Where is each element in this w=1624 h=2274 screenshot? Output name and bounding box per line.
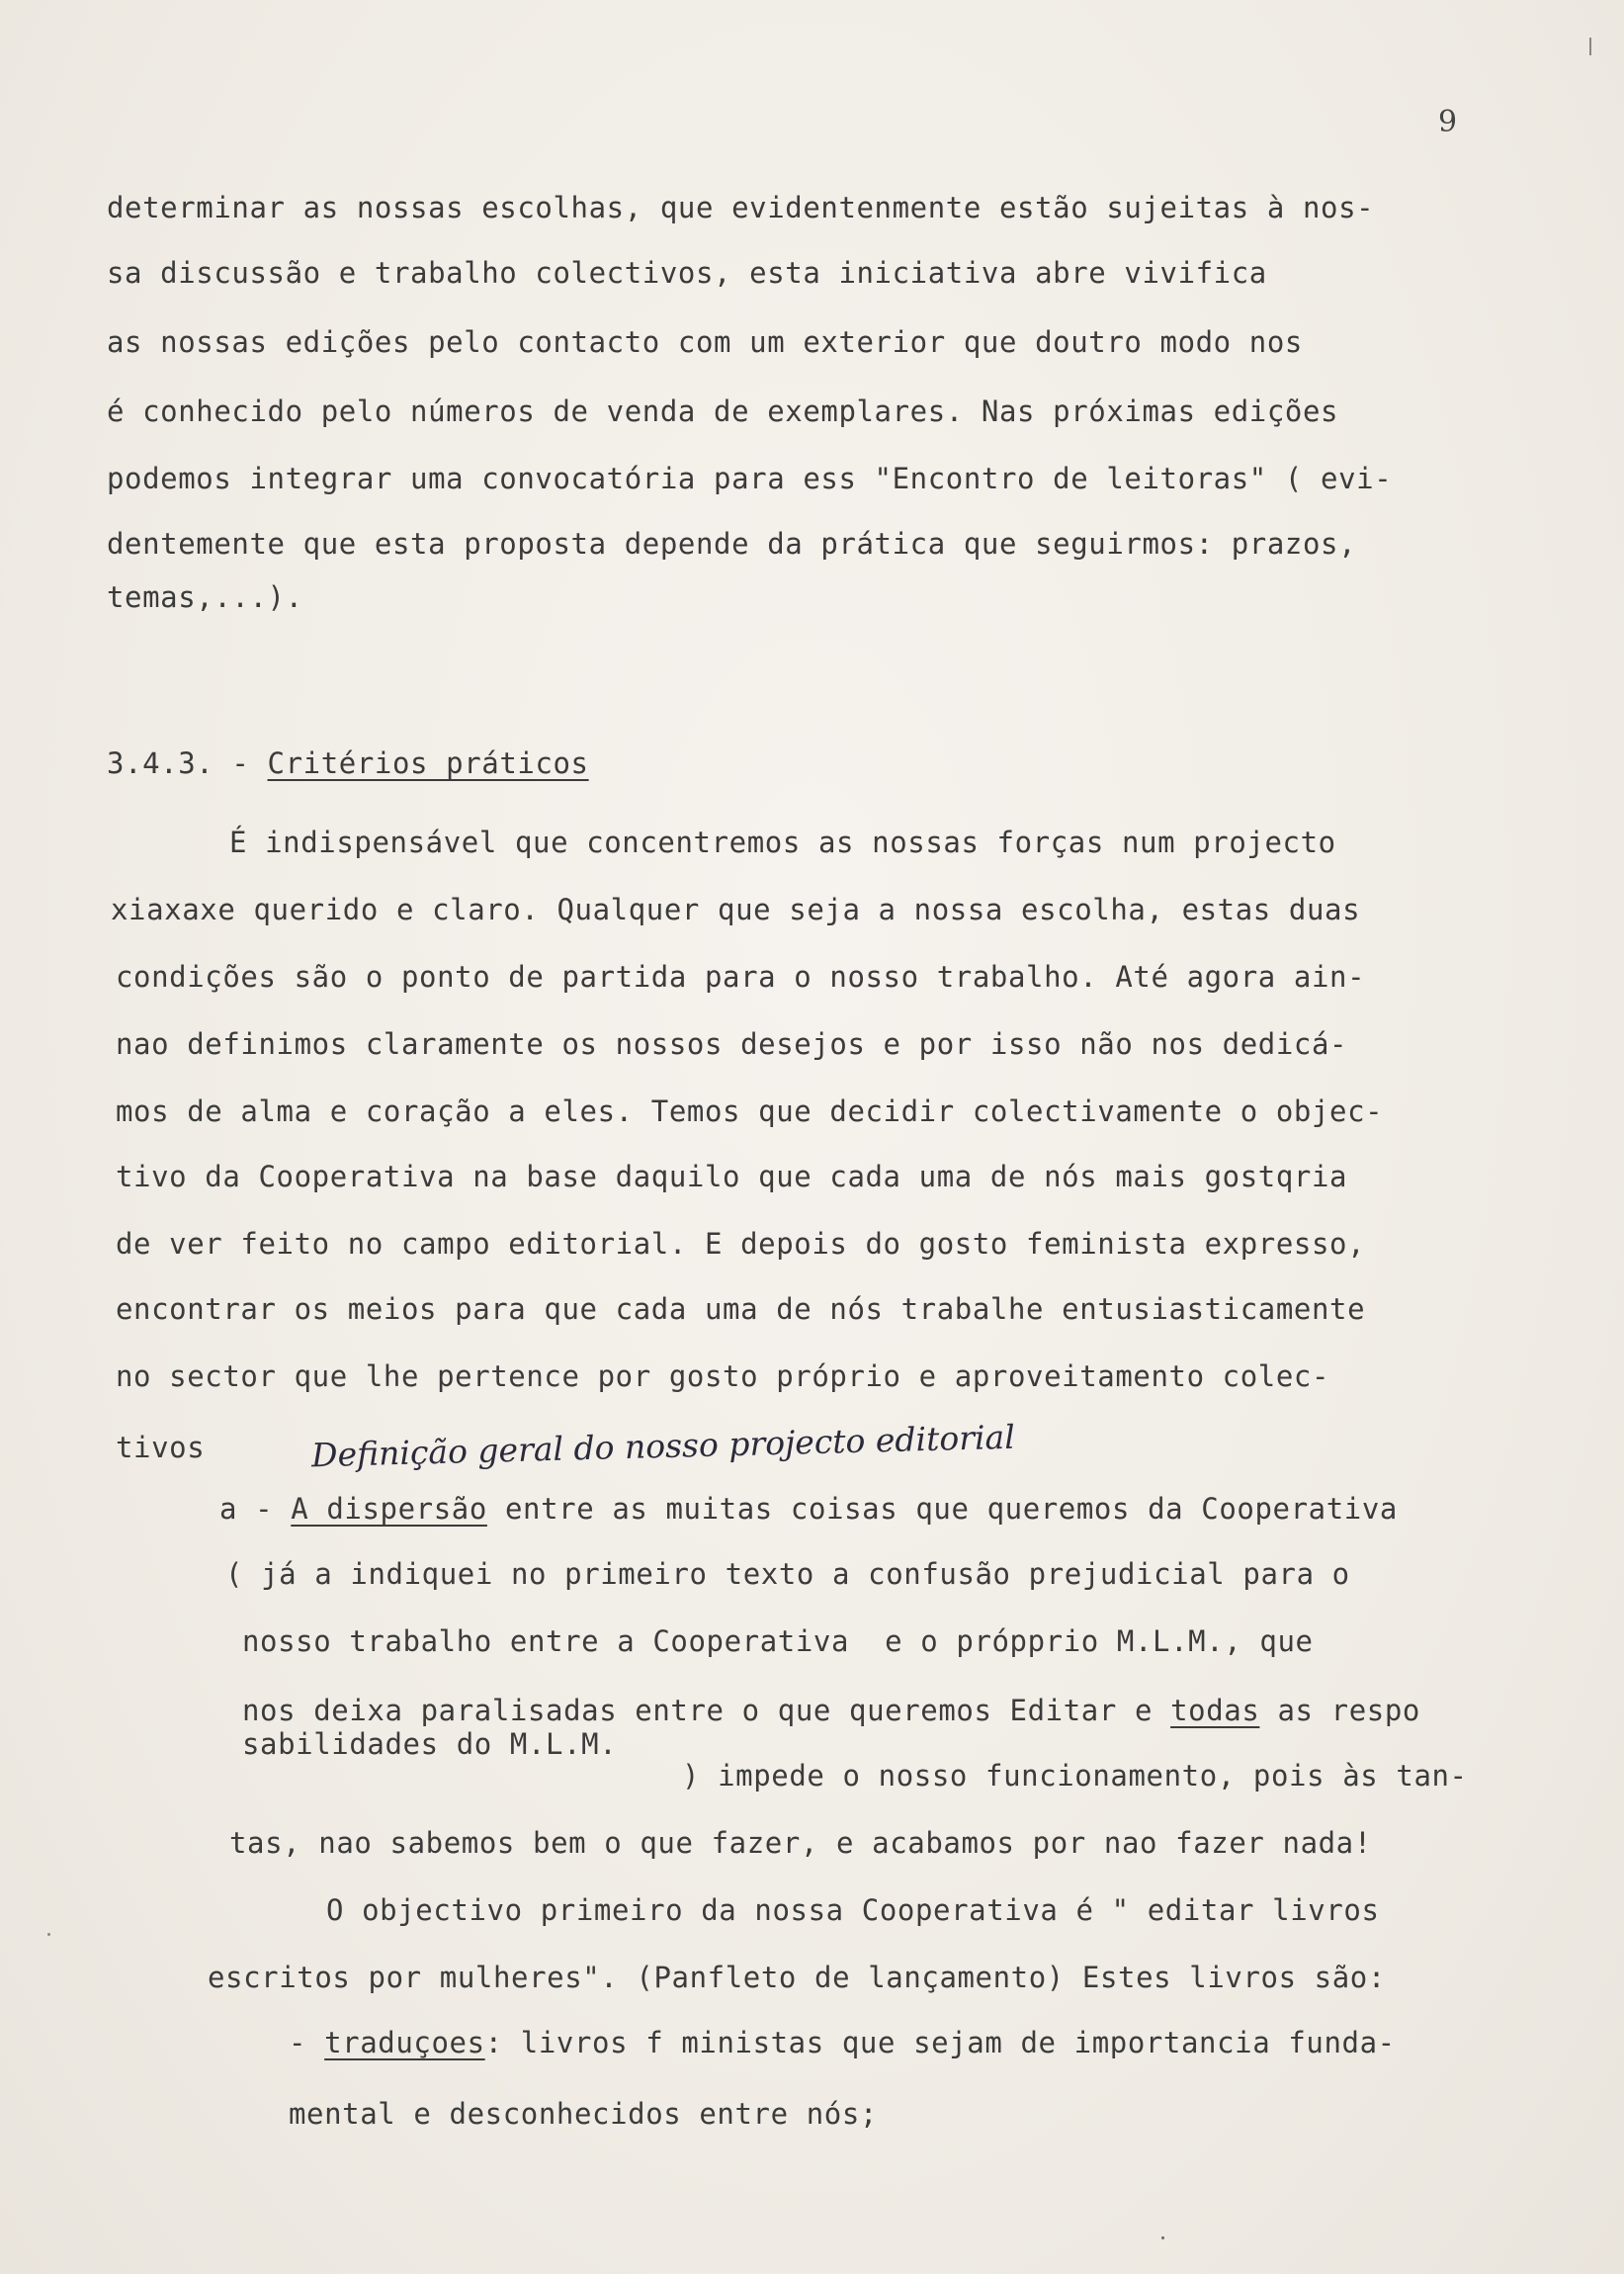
item-keyword: A dispersão xyxy=(291,1492,487,1526)
text-line: ) impede o nosso funcionamento, pois às tan- xyxy=(682,1759,1468,1793)
text-line: sa discussão e trabalho colectivos, esta iniciativa abre vivifica xyxy=(107,256,1267,290)
text-line: determinar as nossas escolhas, que evidentenmente estão sujeitas à nos- xyxy=(107,191,1375,224)
section-heading xyxy=(107,745,589,781)
text-line: dentemente que esta proposta depende da prática que seguirmos: prazos, xyxy=(107,527,1357,561)
text-line: podemos integrar uma convocatória para ess "Encontro de leitoras" ( evi- xyxy=(107,462,1393,495)
scan-mark xyxy=(1589,38,1591,55)
text-line: de ver feito no campo editorial. E depois do gosto feminista expresso, xyxy=(116,1227,1366,1261)
list-item-a xyxy=(219,1491,1398,1527)
text-line: nosso trabalho entre a Cooperativa e o própprio M.L.M., que xyxy=(242,1624,1314,1658)
text-line: encontrar os meios para que cada uma de nós trabalhe entusiasticamente xyxy=(116,1292,1366,1326)
scan-speck xyxy=(1161,2236,1164,2239)
item-marker: a - xyxy=(219,1492,292,1526)
text-line: mental e desconhecidos entre nós; xyxy=(289,2097,878,2131)
text-line: no sector que lhe pertence por gosto próprio e aproveitamento colec- xyxy=(116,1359,1330,1393)
text-line: escritos por mulheres". (Panfleto de lançamento) Estes livros são: xyxy=(208,1961,1386,1994)
text-line: sabilidades do M.L.M. xyxy=(242,1727,618,1761)
bullet-keyword: traduçoes xyxy=(324,2026,485,2059)
text-line: as nossas edições pelo contacto com um exterior que doutro modo nos xyxy=(107,325,1303,359)
bullet-item xyxy=(289,2025,1396,2060)
text-line: condições são o ponto de partida para o nosso trabalho. Até agora ain- xyxy=(116,960,1366,994)
section-number: 3.4.3. - xyxy=(107,746,268,780)
text-line: tivos xyxy=(116,1431,206,1464)
text-line: nao definimos claramente os nossos desejos e por isso não nos dedicá- xyxy=(116,1027,1348,1061)
line-segment: nos deixa paralisadas entre o que queremos Editar e xyxy=(242,1694,1171,1727)
text-line xyxy=(242,1693,1420,1728)
page-number: 9 xyxy=(1438,105,1458,139)
bullet-text: : livros f ministas que sejam de importancia funda- xyxy=(484,2026,1396,2059)
text-line: É indispensável que concentremos as nossas forças num projecto xyxy=(229,826,1336,859)
text-line: tas, nao sabemos bem o que fazer, e acabamos por nao fazer nada! xyxy=(229,1826,1372,1860)
underlined-word: todas xyxy=(1170,1694,1260,1727)
line-segment: as respo xyxy=(1259,1694,1420,1727)
handwritten-note: Definição geral do nosso projecto editorial xyxy=(310,1417,1016,1475)
item-text: entre as muitas coisas que queremos da Cooperativa xyxy=(486,1492,1398,1526)
bullet-dash: - xyxy=(289,2026,325,2059)
text-line: tivo da Cooperativa na base daquilo que cada uma de nós mais gostqria xyxy=(116,1160,1348,1193)
text-line: temas,...). xyxy=(107,580,303,614)
text-line: xiaxaxe querido e claro. Qualquer que seja a nossa escolha, estas duas xyxy=(111,893,1361,926)
text-line: é conhecido pelo números de venda de exemplares. Nas próximas edições xyxy=(107,394,1339,428)
text-line: mos de alma e coração a eles. Temos que decidir colectivamente o objec- xyxy=(116,1094,1384,1128)
text-line: ( já a indiquei no primeiro texto a confusão prejudicial para o xyxy=(225,1557,1350,1591)
text-line: O objectivo primeiro da nossa Cooperativa é " editar livros xyxy=(326,1893,1380,1927)
scan-speck xyxy=(47,1933,50,1936)
section-title: Critérios práticos xyxy=(267,746,589,780)
